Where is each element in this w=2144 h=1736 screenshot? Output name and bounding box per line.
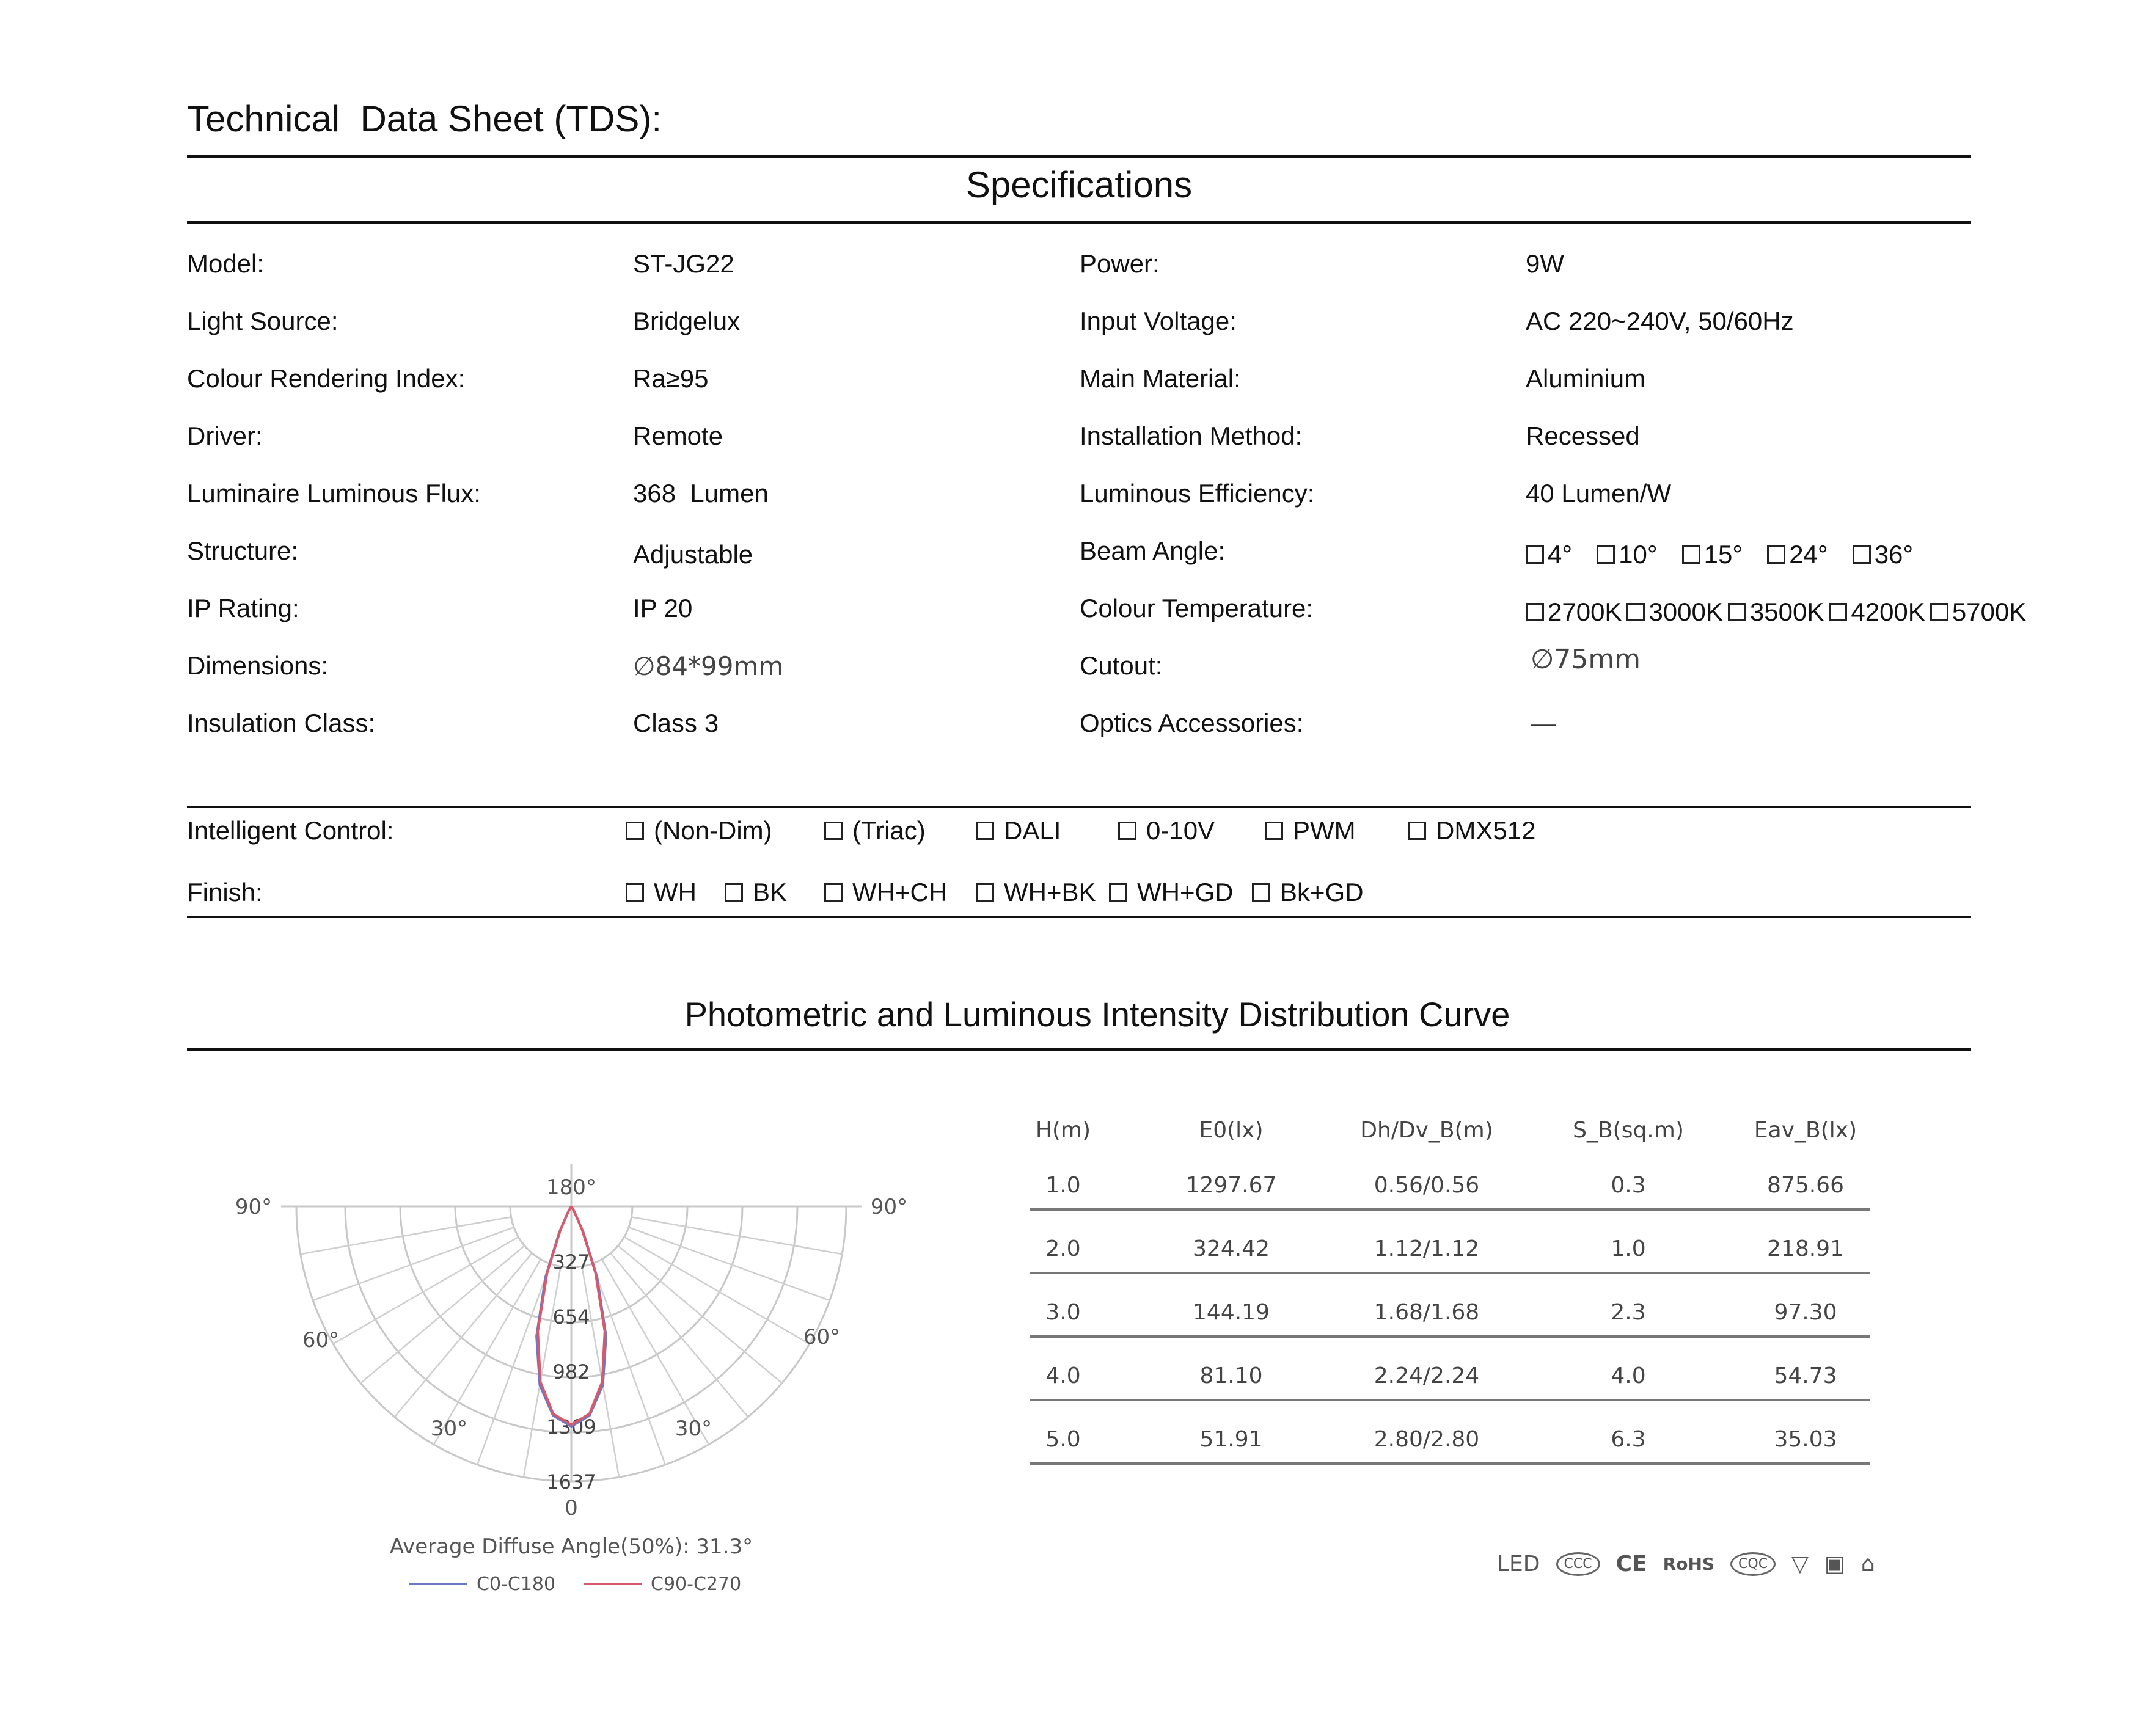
- table-cell: 35.03: [1774, 1427, 1837, 1452]
- spec-label-dimensions: Dimensions:: [187, 651, 329, 680]
- table-cell: 97.30: [1774, 1300, 1837, 1325]
- intelligent-control-options: [626, 816, 1535, 845]
- beam-angle-options: [1526, 540, 1913, 569]
- table-header: Eav_B(lx): [1754, 1118, 1857, 1143]
- polar-radial-tick-label: 1309: [546, 1415, 596, 1439]
- spec-label-ip-rating: IP Rating:: [187, 594, 299, 622]
- beam-option[interactable]: [1597, 540, 1658, 569]
- finish-option-label: Bk+GD: [1280, 878, 1364, 906]
- finish-option[interactable]: [626, 878, 725, 907]
- table-cell: 1.0: [1045, 1173, 1081, 1198]
- polar-angle-label: 60°: [803, 1325, 841, 1349]
- spec-value-dimensions: ∅84*99mm: [633, 651, 784, 681]
- triangle-mark-icon: ▽: [1791, 1552, 1809, 1577]
- spec-label-optics: Optics Accessories:: [1080, 709, 1304, 737]
- spec-value-ip-rating: IP 20: [633, 594, 693, 622]
- checkbox[interactable]: [1930, 603, 1948, 621]
- polar-distribution-chart: [235, 1118, 929, 1595]
- cct-option[interactable]: [1526, 597, 1622, 627]
- cqc-mark-icon: CQC: [1730, 1552, 1776, 1576]
- spec-label-cri: Colour Rendering Index:: [187, 364, 466, 393]
- colour-temp-options: [1526, 597, 2026, 627]
- finish-option-label: WH+BK: [1004, 878, 1096, 906]
- table-cell: 1.12/1.12: [1374, 1236, 1480, 1261]
- spec-value-insulation: Class 3: [633, 709, 719, 737]
- checkbox[interactable]: [1728, 603, 1746, 621]
- control-option-label: (Non-Dim): [654, 816, 772, 845]
- cct-option[interactable]: [1829, 597, 1925, 627]
- spec-value-cri: Ra≥95: [633, 364, 709, 393]
- spec-label-main-material: Main Material:: [1080, 364, 1241, 393]
- ce-mark-icon: CE: [1615, 1552, 1647, 1577]
- spec-label-cutout: Cutout:: [1080, 651, 1163, 680]
- checkbox[interactable]: [626, 883, 644, 902]
- table-cell: 6.3: [1611, 1427, 1646, 1452]
- spec-label-structure: Structure:: [187, 536, 299, 565]
- beam-option-label: 36°: [1874, 540, 1914, 569]
- polar-radial-tick-label: 654: [552, 1305, 590, 1329]
- table-header: E0(lx): [1199, 1118, 1264, 1143]
- polar-radial-tick-label: 327: [552, 1250, 590, 1274]
- house-mark-icon: ⌂: [1860, 1552, 1875, 1577]
- checkbox[interactable]: [1118, 822, 1136, 840]
- table-cell: 0.3: [1611, 1173, 1646, 1198]
- checkbox[interactable]: [824, 883, 843, 902]
- table-cell: 875.66: [1767, 1173, 1844, 1198]
- spec-label-beam-angle: Beam Angle:: [1080, 536, 1226, 565]
- table-cell: 4.0: [1045, 1363, 1081, 1388]
- table-header: S_B(sq.m): [1573, 1118, 1684, 1143]
- polar-annotation: Average Diffuse Angle(50%): 31.3°: [389, 1534, 753, 1559]
- spec-label-input-voltage: Input Voltage:: [1080, 307, 1237, 335]
- spec-value-installation: Recessed: [1526, 421, 1640, 450]
- cct-option[interactable]: [1930, 597, 2026, 627]
- finish-option[interactable]: [1109, 878, 1252, 907]
- spec-value-luminous-flux: 368 Lumen: [633, 479, 769, 508]
- checkbox[interactable]: [1252, 883, 1270, 902]
- spec-value-power: 9W: [1526, 249, 1564, 278]
- table-cell: 1.68/1.68: [1374, 1300, 1480, 1325]
- checkbox[interactable]: [1526, 545, 1544, 564]
- polar-radial-tick-label: 982: [552, 1360, 590, 1384]
- table-row-rule: [1030, 1399, 1870, 1401]
- checkbox[interactable]: [1626, 603, 1645, 621]
- specifications-heading: Specifications: [965, 164, 1193, 205]
- control-bottom-rule: [187, 916, 1971, 918]
- polar-angle-label: 60°: [302, 1328, 340, 1352]
- table-cell: 2.3: [1611, 1300, 1646, 1325]
- legend-label: C90-C270: [651, 1574, 742, 1595]
- beam-option-label: 24°: [1789, 540, 1828, 569]
- control-option-label: DALI: [1004, 816, 1061, 845]
- checkbox[interactable]: [1408, 822, 1426, 840]
- finish-option-label: WH+GD: [1137, 878, 1234, 906]
- polar-angle-label: 0: [565, 1496, 578, 1520]
- checkbox[interactable]: [1526, 603, 1544, 621]
- table-row-rule: [1030, 1208, 1870, 1211]
- checkbox[interactable]: [1767, 545, 1785, 564]
- cct-option-label: 3500K: [1749, 597, 1824, 626]
- table-cell: 1.0: [1611, 1236, 1646, 1261]
- certification-marks: [1497, 1552, 1875, 1577]
- cct-option[interactable]: [1626, 597, 1722, 627]
- cct-option[interactable]: [1728, 597, 1824, 627]
- checkbox[interactable]: [976, 883, 994, 902]
- beam-option-label: 10°: [1619, 540, 1658, 569]
- spec-value-model: ST-JG22: [633, 249, 734, 278]
- polar-grid-spoke: [313, 1227, 514, 1300]
- beam-option[interactable]: [1853, 540, 1914, 569]
- control-option-label: DMX512: [1436, 816, 1536, 845]
- spec-label-efficiency: Luminous Efficiency:: [1080, 479, 1315, 508]
- spec-label-colour-temp: Colour Temperature:: [1080, 594, 1314, 622]
- beam-option[interactable]: [1682, 540, 1743, 569]
- led-mark-icon: LED: [1497, 1552, 1540, 1577]
- control-option[interactable]: [1265, 816, 1408, 845]
- table-cell: 144.19: [1193, 1300, 1270, 1325]
- finish-options: [626, 878, 1364, 907]
- table-header: Dh/Dv_B(m): [1360, 1118, 1493, 1143]
- table-cell: 2.80/2.80: [1374, 1427, 1480, 1452]
- spec-label-insulation: Insulation Class:: [187, 709, 376, 737]
- square-mark-icon: ▣: [1824, 1552, 1845, 1577]
- polar-angle-label: 180°: [546, 1175, 596, 1200]
- spec-value-optics: —: [1531, 709, 1556, 737]
- table-row-rule: [1030, 1462, 1870, 1465]
- checkbox[interactable]: [1853, 545, 1871, 564]
- table-cell: 51.91: [1199, 1427, 1263, 1452]
- spec-value-main-material: Aluminium: [1526, 364, 1646, 393]
- cct-option-label: 4200K: [1851, 597, 1925, 626]
- spec-label-light-source: Light Source:: [187, 307, 338, 335]
- table-cell: 324.42: [1193, 1236, 1270, 1261]
- control-option[interactable]: [1408, 816, 1535, 845]
- table-cell: 3.0: [1045, 1300, 1081, 1325]
- ccc-mark-icon: CCC: [1556, 1552, 1600, 1576]
- polar-radial-tick-label: 1637: [546, 1470, 596, 1493]
- legend-label: C0-C180: [477, 1574, 556, 1595]
- checkbox[interactable]: [976, 822, 994, 840]
- spec-label-model: Model:: [187, 249, 265, 278]
- beam-option[interactable]: [1526, 540, 1572, 569]
- polar-grid-spoke: [629, 1227, 830, 1300]
- finish-option-label: BK: [753, 878, 788, 906]
- finish-option-label: WH+CH: [852, 878, 948, 906]
- cct-option-label: 3000K: [1648, 597, 1723, 626]
- checkbox[interactable]: [1597, 545, 1615, 564]
- checkbox[interactable]: [1109, 883, 1127, 902]
- polar-angle-label: 30°: [675, 1417, 712, 1441]
- finish-option[interactable]: [725, 878, 824, 907]
- spec-heading-rule: [187, 221, 1971, 224]
- control-option[interactable]: [824, 816, 976, 845]
- photometric-heading-rule: [187, 1048, 1971, 1051]
- table-cell: 218.91: [1767, 1236, 1844, 1261]
- control-top-rule: [187, 806, 1971, 808]
- photometric-heading: Photometric and Luminous Intensity Distribution Curve: [684, 995, 1510, 1034]
- spec-value-driver: Remote: [633, 421, 723, 450]
- finish-option[interactable]: [824, 878, 976, 907]
- title-rule: [187, 155, 1971, 158]
- cct-option-label: 2700K: [1548, 597, 1622, 626]
- table-cell: 81.10: [1199, 1363, 1263, 1388]
- spec-value-light-source: Bridgelux: [633, 307, 741, 335]
- finish-option[interactable]: [976, 878, 1109, 907]
- polar-angle-label: 30°: [430, 1417, 468, 1441]
- beam-option[interactable]: [1767, 540, 1828, 569]
- finish-option[interactable]: [1252, 878, 1364, 907]
- control-option[interactable]: [976, 816, 1118, 845]
- control-option[interactable]: [1118, 816, 1265, 845]
- polar-angle-label: 90°: [235, 1195, 273, 1219]
- cct-option-label: 5700K: [1952, 597, 2027, 626]
- finish-option-label: WH: [654, 878, 697, 906]
- spec-label-driver: Driver:: [187, 421, 263, 450]
- checkbox[interactable]: [1829, 603, 1847, 621]
- control-option[interactable]: [626, 816, 824, 845]
- beam-option-label: 4°: [1548, 540, 1573, 569]
- control-option-label: (Triac): [852, 816, 926, 845]
- spec-label-installation: Installation Method:: [1080, 421, 1303, 450]
- checkbox[interactable]: [626, 822, 644, 840]
- spec-value-cutout: ∅75mm: [1531, 644, 1641, 675]
- checkbox[interactable]: [1265, 822, 1283, 840]
- table-cell: 1297.67: [1185, 1173, 1277, 1198]
- rohs-mark-icon: RoHS: [1663, 1554, 1715, 1574]
- table-cell: 2.0: [1045, 1236, 1081, 1261]
- spec-value-efficiency: 40 Lumen/W: [1526, 479, 1672, 508]
- table-cell: 54.73: [1774, 1363, 1837, 1388]
- checkbox[interactable]: [725, 883, 743, 902]
- control-option-label: PWM: [1293, 816, 1356, 845]
- table-cell: 0.56/0.56: [1374, 1173, 1480, 1198]
- spec-value-input-voltage: AC 220~240V, 50/60Hz: [1526, 307, 1794, 335]
- spec-value-structure: Adjustable: [633, 540, 753, 569]
- table-row-rule: [1030, 1335, 1870, 1338]
- finish-label: Finish:: [187, 878, 263, 906]
- document-title: Technical Data Sheet (TDS):: [187, 98, 662, 139]
- spec-label-power: Power:: [1080, 249, 1160, 278]
- table-cell: 2.24/2.24: [1374, 1363, 1480, 1388]
- checkbox[interactable]: [824, 822, 843, 840]
- table-header: H(m): [1035, 1118, 1091, 1143]
- control-option-label: 0-10V: [1146, 816, 1215, 845]
- polar-angle-label: 90°: [870, 1195, 908, 1219]
- table-row-rule: [1030, 1272, 1870, 1274]
- spec-label-luminous-flux: Luminaire Luminous Flux:: [187, 479, 481, 508]
- table-cell: 5.0: [1045, 1427, 1081, 1452]
- checkbox[interactable]: [1682, 545, 1700, 564]
- intelligent-control-label: Intelligent Control:: [187, 816, 394, 845]
- beam-option-label: 15°: [1703, 540, 1743, 569]
- table-cell: 4.0: [1611, 1363, 1646, 1388]
